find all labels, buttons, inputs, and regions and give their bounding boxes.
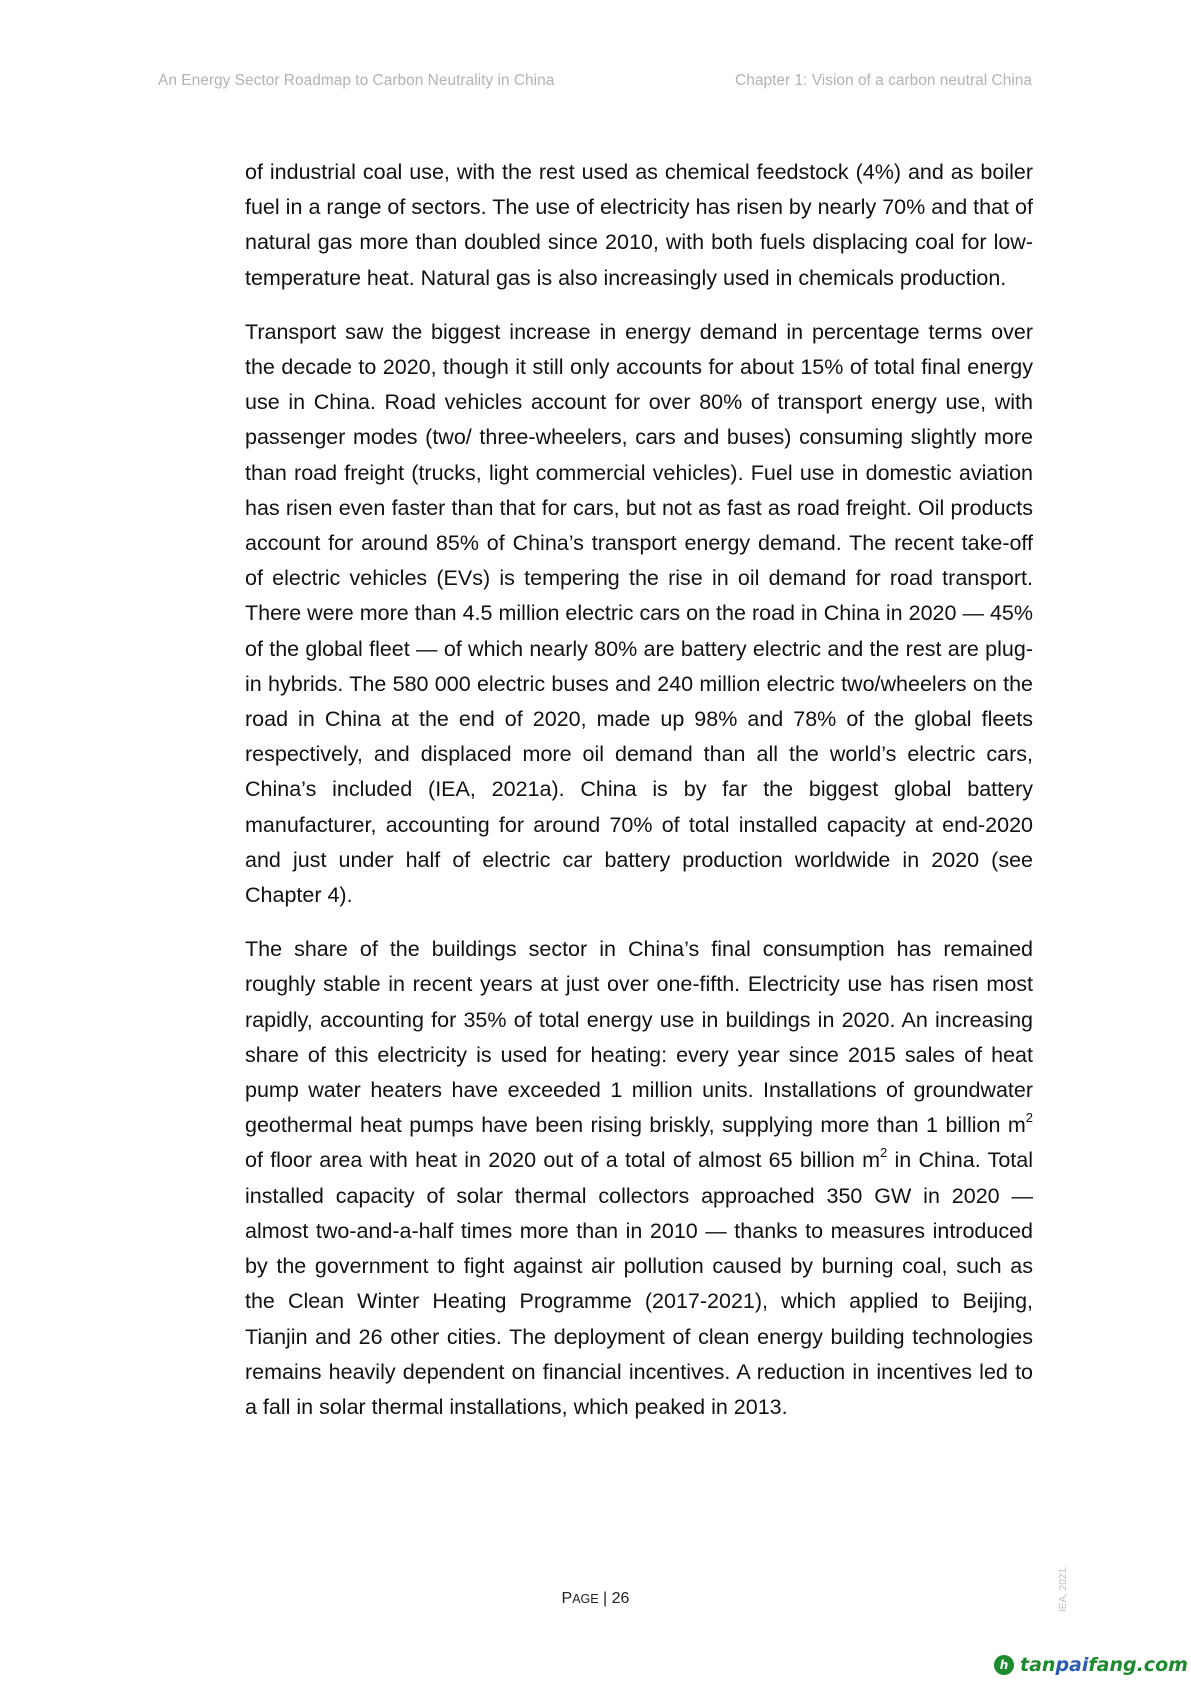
body-text — [245, 155, 1033, 1444]
page-number-value: 26 — [611, 1590, 630, 1607]
superscript: 2 — [880, 1145, 888, 1161]
copyright-note: IEA, 2021. — [1058, 1565, 1069, 1612]
header-chapter-title: Chapter 1: Vision of a carbon neutral China — [735, 72, 1032, 89]
page-label-rest: AGE — [572, 1592, 599, 1606]
watermark-text-part: pai — [1055, 1654, 1089, 1676]
page-label-initial: P — [561, 1590, 573, 1607]
watermark-text — [1020, 1654, 1188, 1676]
paragraph-buildings-part-a: The share of the buildings sector in China’s final consumption has remained roughly stable in recent years at just over one-fifth. Electricity use has risen most rapidly, accounting for 35% of total energy use in buildings in 2020. An increasing share of this electricity is used for heating: every year since 2015 sales of heat pump water heaters have exceeded 1 million units. Installations of groundwater geothermal heat pumps have been rising briskly, supplying more than 1 billion m — [245, 937, 1033, 1138]
watermark — [994, 1652, 1188, 1678]
tanpaifang-logo-icon: h — [994, 1655, 1014, 1675]
running-header — [158, 70, 1032, 92]
watermark-text-part: tan — [1020, 1654, 1056, 1676]
paragraph-buildings-part-b: of floor area with heat in 2020 out of a total of almost 65 billion m — [245, 1148, 881, 1173]
page-separator: | — [598, 1590, 612, 1607]
page-number — [0, 1590, 1191, 1608]
paragraph-buildings — [245, 932, 1033, 1425]
paragraph-industry: of industrial coal use, with the rest used as chemical feedstock (4%) and as boiler fuel in a range of sectors. The use of electricity has risen by nearly 70% and that of natural gas more than doubled since 2010, with both fuels displacing coal for low-temperature heat. Natural gas is also increasingly used in chemicals production. — [245, 160, 1033, 290]
header-report-title: An Energy Sector Roadmap to Carbon Neutrality in China — [158, 72, 555, 89]
superscript: 2 — [1025, 1110, 1033, 1126]
watermark-text-part: fang.com — [1088, 1654, 1188, 1676]
paragraph-buildings-part-c: in China. Total installed capacity of solar thermal collectors approached 350 GW in 2020 — almost two-and-a-half times more than in 2010 — thanks to measures introduced by the government to fight against air pollution caused by burning coal, such as the Clean Winter Heating Programme (2017-2021), which applied to Beijing, Tianjin and 26 other cities. The deployment of clean energy building technologies remains heavily dependent on financial incentives. A reduction in incentives led to a fall in solar thermal installations, which peaked in 2013. — [245, 1148, 1033, 1419]
paragraph-transport: Transport saw the biggest increase in energy demand in percentage terms over the decade to 2020, though it still only accounts for about 15% of total final energy use in China. Road vehicles account for over 80% of transport energy use, with passenger modes (two/ three-wheelers, cars and buses) consuming slightly more than road freight (trucks, light commercial vehicles). Fuel use in domestic aviation has risen even faster than that for cars, but not as fast as road freight. Oil products account for around 85% of China’s transport energy demand. The recent take-off of electric vehicles (EVs) is tempering the rise in oil demand for road transport. There were more than 4.5 million electric cars on the road in China in 2020 — 45% of the global fleet — of which nearly 80% are battery electric and the rest are plug-in hybrids. The 580 000 electric buses and 240 million electric two/wheelers on the road in China at the end of 2020, made up 98% and 78% of the global fleets respectively, and displaced more oil demand than all the world’s electric cars, China’s included (IEA, 2021a). China is by far the biggest global battery manufacturer, accounting for around 70% of total installed capacity at end-2020 and just under half of electric car battery production worldwide in 2020 (see Chapter 4). — [245, 319, 1033, 908]
